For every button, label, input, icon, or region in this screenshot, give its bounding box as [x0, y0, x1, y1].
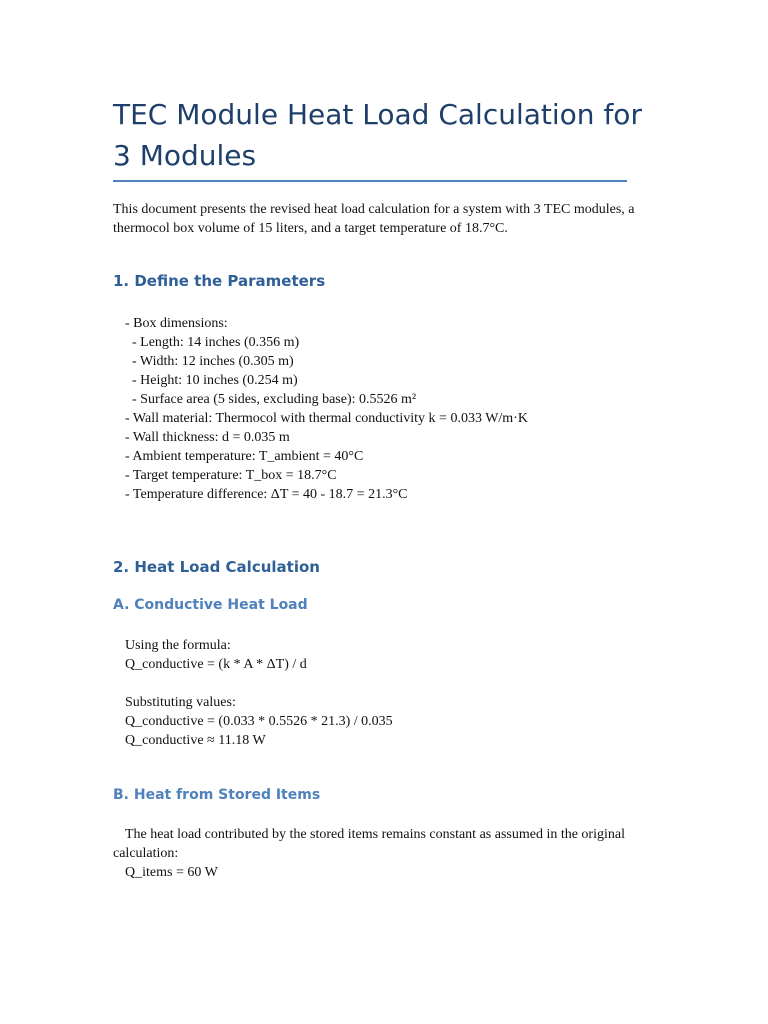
stored-items-paragraph: The heat load contributed by the stored items remains constant as assumed in the original calculation:: [113, 827, 625, 861]
subsection-heading-stored-items: B. Heat from Stored Items: [113, 787, 321, 803]
list-item: - Surface area (5 sides, excluding base): 0.5526 m²: [125, 392, 417, 407]
substitution-block: [125, 693, 645, 750]
list-item: - Temperature difference: ΔT = 40 - 18.7 = 21.3°C: [125, 487, 408, 502]
formula: Q_conductive = (k * A * ΔT) / d: [125, 657, 307, 672]
list-item: - Wall material: Thermocol with thermal conductivity k = 0.033 W/m·K: [125, 411, 528, 426]
list-item: - Target temperature: T_box = 18.7°C: [125, 468, 337, 483]
substitution: Q_conductive = (0.033 * 0.5526 * 21.3) / 0.035: [125, 714, 393, 729]
list-item: - Height: 10 inches (0.254 m): [125, 373, 298, 388]
formula-intro: Using the formula:: [125, 638, 231, 653]
substitution-intro: Substituting values:: [125, 695, 236, 710]
intro-paragraph: This document presents the revised heat load calculation for a system with 3 TEC modules, a thermocol box volume of 15 liters, and a target temperature of 18.7°C.: [113, 202, 635, 236]
list-item: - Ambient temperature: T_ambient = 40°C: [125, 449, 364, 464]
items-result: Q_items = 60 W: [125, 865, 218, 880]
title-divider: [113, 180, 627, 182]
list-item: - Width: 12 inches (0.305 m): [125, 354, 294, 369]
parameters-list: [125, 314, 645, 504]
list-item: - Length: 14 inches (0.356 m): [125, 335, 300, 350]
section-heading-parameters: 1. Define the Parameters: [113, 272, 326, 290]
list-item: - Box dimensions:: [125, 316, 228, 331]
document-title: TEC Module Heat Load Calculation for 3 Modules: [113, 98, 642, 172]
stored-items-block: [113, 825, 633, 882]
formula-block: [125, 636, 645, 674]
section-heading-heat-load: 2. Heat Load Calculation: [113, 558, 320, 576]
list-item: - Wall thickness: d = 0.035 m: [125, 430, 290, 445]
conductive-result: Q_conductive ≈ 11.18 W: [125, 733, 266, 748]
subsection-heading-conductive: A. Conductive Heat Load: [113, 597, 308, 613]
